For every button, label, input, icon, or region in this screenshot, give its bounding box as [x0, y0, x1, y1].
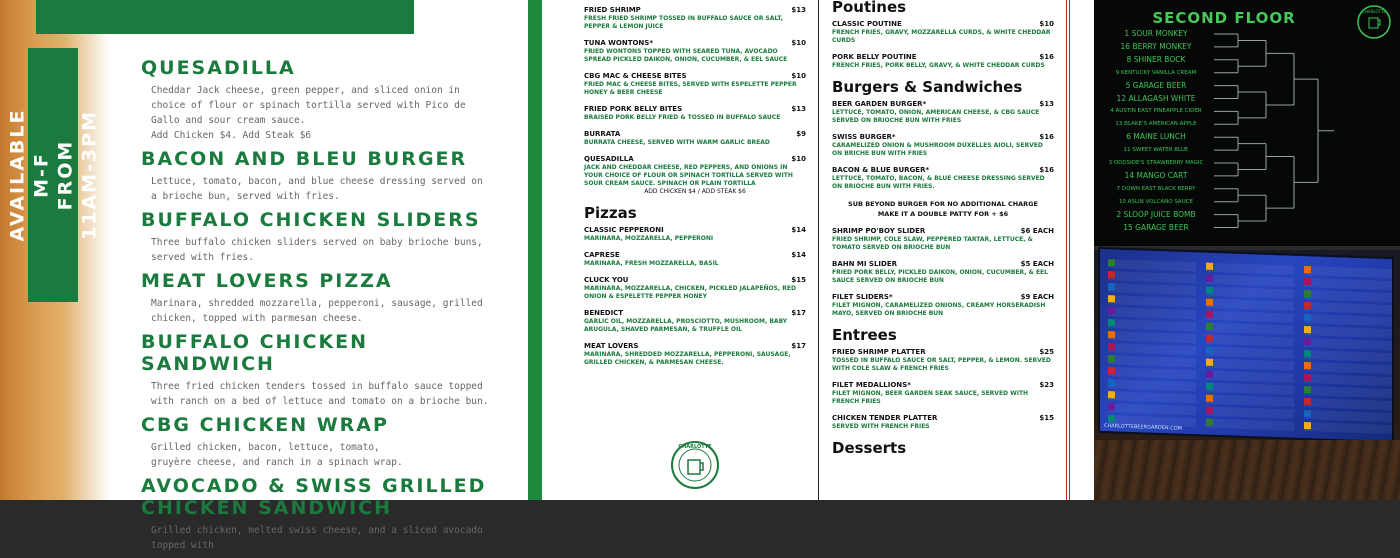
menu-item-name: CBG MAC & CHEESE BITES	[584, 72, 687, 80]
menu-item-header	[584, 342, 806, 351]
lunch-item-title: MEAT LOVERS PIZZA	[141, 270, 393, 292]
tv-list-row	[1108, 307, 1196, 319]
tv-list-row	[1108, 343, 1196, 355]
menu-section-title: Burgers & Sandwiches	[832, 78, 1023, 96]
menu-item-price: $13	[791, 105, 806, 113]
menu-item-description: LETTUCE, TOMATO, BACON, & BLUE CHEESE DRESSING SERVED ON BRIOCHE BUN WITH FRIES.	[832, 175, 1045, 190]
tv-list-row	[1206, 323, 1294, 335]
tv-list-row	[1206, 395, 1294, 407]
menu-item-price: $17	[791, 309, 806, 317]
menu-item-name: PORK BELLY POUTINE	[832, 53, 917, 61]
tv-row-swatch	[1304, 278, 1311, 285]
tv-list-row	[1108, 271, 1196, 283]
menu-item-price: $15	[791, 276, 806, 284]
lunch-menu-panel	[0, 0, 528, 551]
bracket-logo-text: CHARLOTTE	[1362, 9, 1386, 14]
menu-item	[832, 227, 1054, 252]
tv-list-row	[1206, 359, 1294, 371]
lunch-top-bar	[36, 0, 414, 34]
tv-row-swatch	[1206, 359, 1213, 366]
menu-item-name: FRIED SHRIMP	[584, 6, 641, 14]
tv-list-row	[1108, 379, 1196, 391]
tv-row-swatch	[1206, 335, 1213, 342]
logo-text: CHARLOTTE	[678, 444, 712, 450]
tv-row-swatch	[1304, 266, 1311, 273]
bracket-seed: 2 SLOOP JUICE BOMB	[1116, 209, 1196, 219]
menu-item-header	[584, 72, 806, 81]
bracket-seed: 15 GARAGE BEER	[1123, 222, 1189, 232]
tv-row-swatch	[1206, 407, 1213, 414]
menu-item	[584, 130, 806, 147]
tv-row-swatch	[1108, 379, 1115, 386]
menu-item-name: MEAT LOVERS	[584, 342, 639, 350]
lunch-item-title: AVOCADO & SWISS GRILLED CHICKEN SANDWICH	[141, 475, 487, 519]
menu-item-description: JACK AND CHEDDAR CHEESE, RED PEPPERS, AND ONIONS IN YOUR CHOICE OF FLOUR OR SPINACH TORTILLA SERVED WITH SOUR CREAM SAUCE. SPINACH OR PLAIN TORTILLA	[584, 164, 793, 187]
menu-item-description: MARINARA, FRESH MOZZARELLA, BASIL	[584, 260, 719, 267]
tv-row-swatch	[1206, 287, 1213, 294]
menu-item-header	[584, 130, 806, 139]
menu-item	[832, 381, 1054, 406]
tv-list-row	[1206, 419, 1294, 431]
tv-list-row	[1304, 314, 1392, 326]
tv-row-swatch	[1108, 259, 1115, 266]
menu-note: SUB BEYOND BURGER FOR NO ADDITIONAL CHARGE MAKE IT A DOUBLE PATTY FOR + $6	[848, 200, 1038, 218]
menu-item-price: $6 EACH	[1020, 227, 1054, 235]
lunch-item-title: BUFFALO CHICKEN SLIDERS	[141, 209, 481, 231]
beer-garden-logo	[670, 440, 720, 490]
menu-item-name: FILET MEDALLIONS*	[832, 381, 911, 389]
tv-list-row	[1304, 278, 1392, 290]
menu-item-price: $16	[1039, 166, 1054, 174]
menu-item	[584, 155, 806, 196]
menu-item	[584, 105, 806, 122]
menu-item-name: TUNA WONTONS*	[584, 39, 653, 47]
menu-item-price: $9 EACH	[1020, 293, 1054, 301]
tv-row-swatch	[1108, 295, 1115, 302]
menu-item	[584, 39, 806, 64]
menu-edge-stripe	[1066, 0, 1070, 500]
tv-row-swatch	[1108, 355, 1115, 362]
tv-row-swatch	[1108, 307, 1115, 314]
tv-row-swatch	[1108, 415, 1115, 422]
menu-item-description: FRIED MAC & CHEESE BITES, SERVED WITH ESPELETTE PEPPER HONEY & BEER CHEESE	[584, 81, 797, 96]
menu-item-name: CAPRESE	[584, 251, 620, 259]
menu-left-column	[584, 6, 806, 375]
tv-photo-panel	[1094, 250, 1400, 500]
tv-list-row	[1108, 367, 1196, 379]
lunch-item-description: Three fried chicken tenders tossed in buffalo sauce topped with ranch on a bed of lettuce and tomato on a brioche bun.	[151, 381, 489, 407]
menu-item-price: $5 EACH	[1020, 260, 1054, 268]
menu-item-price: $14	[791, 226, 806, 234]
tv-row-swatch	[1206, 275, 1213, 282]
tv-row-swatch	[1108, 391, 1115, 398]
menu-item-name: CLASSIC PEPPERONI	[584, 226, 664, 234]
tv-row-swatch	[1304, 290, 1311, 297]
tv-list-row	[1206, 263, 1294, 275]
menu-item-header	[832, 133, 1054, 142]
lunch-item-description: Three buffalo chicken sliders served on baby brioche buns, served with fries.	[151, 237, 483, 263]
tv-row-swatch	[1108, 367, 1115, 374]
tv-list-row	[1304, 386, 1392, 398]
menu-item-price: $10	[1039, 20, 1054, 28]
menu-item-header	[584, 39, 806, 48]
tv-row-swatch	[1206, 323, 1213, 330]
tv-list-row	[1206, 371, 1294, 383]
bracket-seed: 16 BERRY MONKEY	[1120, 41, 1192, 51]
tv-row-swatch	[1304, 398, 1311, 405]
menu-item-price: $15	[1039, 414, 1054, 422]
menu-item-name: SHRIMP PO'BOY SLIDER	[832, 227, 926, 235]
menu-item-header	[584, 105, 806, 114]
menu-item-price: $17	[791, 342, 806, 350]
menu-item-description: BRAISED PORK BELLY FRIED & TOSSED IN BUFFALO SAUCE	[584, 114, 781, 121]
tv-list-row	[1304, 326, 1392, 338]
menu-item	[832, 133, 1054, 158]
menu-item-price: $23	[1039, 381, 1054, 389]
menu-item-description: FILET MIGNON, CARAMELIZED ONIONS, CREAMY HORSERADISH MAYO, SERVED ON BRIOCHE BUN	[832, 302, 1046, 317]
tv-list-row	[1304, 398, 1392, 410]
menu-item-name: FRIED PORK BELLY BITES	[584, 105, 683, 113]
tv-row-swatch	[1108, 271, 1115, 278]
menu-item-header	[832, 348, 1054, 357]
tv-list-row	[1304, 338, 1392, 350]
menu-item	[584, 309, 806, 334]
menu-item-description: MARINARA, MOZZARELLA, PEPPERONI	[584, 235, 714, 242]
tv-list-row	[1304, 362, 1392, 374]
menu-item-price: $10	[791, 39, 806, 47]
tv-list-row	[1304, 302, 1392, 314]
tv-list-row	[1304, 422, 1392, 434]
tv-row-swatch	[1304, 350, 1311, 357]
menu-item	[584, 251, 806, 268]
menu-item-description: SERVED WITH FRENCH FRIES	[832, 423, 930, 430]
menu-item-header	[584, 6, 806, 15]
tv-url: CHARLOTTEBEERGARDEN.COM	[1104, 423, 1182, 432]
menu-item-description: MARINARA, SHREDDED MOZZARELLA, PEPPERONI, SAUSAGE, GRILLED CHICKEN, & PARMESAN CHEESE.	[584, 351, 791, 366]
tv-row-swatch	[1108, 331, 1115, 338]
menu-item-description: FRIED SHRIMP, COLE SLAW, PEPPERED TARTAR, LETTUCE, & TOMATO SERVED ON BRIOCHE BUN	[832, 236, 1033, 251]
menu-item-header	[832, 293, 1054, 302]
menu-item-description: MARINARA, MOZZARELLA, CHICKEN, PICKLED JALAPEÑOS, RED ONION & ESPELETTE PEPPER HONEY	[584, 285, 797, 300]
lunch-item-title: BACON AND BLEU BURGER	[141, 148, 468, 170]
tv-list-row	[1304, 410, 1392, 422]
menu-item-header	[832, 381, 1054, 390]
bracket-seed: 6 MAINE LUNCH	[1126, 132, 1186, 142]
tv-list-row	[1304, 350, 1392, 362]
menu-item-header	[584, 251, 806, 260]
menu-item-description: FRIED WONTONS TOPPED WITH SEARED TUNA, AVOCADO SPREAD PICKLED DAIKON, ONION, CUCUMBER, & EEL SAUCE	[584, 48, 788, 63]
menu-item-price: $10	[791, 72, 806, 80]
menu-item-header	[832, 414, 1054, 423]
menu-item-header	[584, 155, 806, 164]
bracket-seed: 7 DOWN EAST BLACK BERRY	[1116, 185, 1196, 192]
tv-row-swatch	[1206, 263, 1213, 270]
tv-row-swatch	[1304, 410, 1311, 417]
menu-section-title: Poutines	[832, 0, 907, 16]
tv-row-swatch	[1304, 314, 1311, 321]
tv-row-swatch	[1206, 299, 1213, 306]
menu-item-header	[832, 53, 1054, 62]
full-menu-panel	[570, 0, 1088, 500]
menu-item	[832, 293, 1054, 318]
tv-row-swatch	[1206, 383, 1213, 390]
lunch-item-title: BUFFALO CHICKEN SANDWICH	[141, 331, 369, 375]
wood-floor	[1094, 440, 1400, 500]
menu-item-name: BEER GARDEN BURGER*	[832, 100, 927, 108]
tv-list-row	[1206, 275, 1294, 287]
bracket-seed: 11 SWEET WATER BLUE	[1123, 147, 1189, 154]
tv-list-row	[1108, 355, 1196, 367]
tv-row-swatch	[1108, 403, 1115, 410]
lunch-item-description: Grilled chicken, bacon, lettuce, tomato, gruyère cheese, and ranch in a spinach wrap.	[151, 442, 403, 468]
menu-item-name: CLUCK YOU	[584, 276, 629, 284]
menu-item-price: $16	[1039, 53, 1054, 61]
menu-item	[584, 6, 806, 31]
bracket-seed: 4 AUSTIN EAST PINEAPPLE CIDER	[1110, 108, 1202, 115]
tv-row-swatch	[1206, 371, 1213, 378]
tv-row-swatch	[1108, 319, 1115, 326]
menu-section-title: Entrees	[832, 326, 897, 344]
tv-list-row	[1206, 347, 1294, 359]
tv-list-row	[1206, 287, 1294, 299]
availability-banner	[6, 48, 101, 302]
tv-list-row	[1304, 266, 1392, 278]
bracket-title: SECOND FLOOR	[1152, 9, 1296, 27]
menu-item-name: CHICKEN TENDER PLATTER	[832, 414, 938, 422]
tv-row-swatch	[1206, 395, 1213, 402]
menu-item	[584, 276, 806, 301]
bracket-seed: 1 SOUR MONKEY	[1124, 29, 1188, 38]
bracket-seed: 12 ALLAGASH WHITE	[1116, 93, 1196, 103]
menu-item-price: $16	[1039, 133, 1054, 141]
tv-row-swatch	[1206, 347, 1213, 354]
menu-item-header	[832, 227, 1054, 236]
bracket-seed: 10 ASLIN VOLCANO SAUCE	[1118, 198, 1194, 205]
menu-item	[832, 100, 1054, 125]
menu-column-divider	[818, 0, 819, 500]
menu-item-description: FRIED PORK BELLY, PICKLED DAIKON, ONION, CUCUMBER, & EEL SAUCE SERVED ON BRIOCHE BUN	[832, 269, 1048, 284]
menu-item-name: QUESADILLA	[584, 155, 634, 163]
bracket-seed: 3 ODDSIDE'S STRAWBERRY MAGIC	[1108, 160, 1204, 166]
menu-section-title: Pizzas	[584, 204, 637, 222]
menu-item-description: LETTUCE, TOMATO, ONION, AMERICAN CHEESE, & CBG SAUCE SERVED ON BRIOCHE BUN WITH FRIES	[832, 109, 1040, 124]
tv-row-swatch	[1304, 326, 1311, 333]
menu-item-addon: ADD CHICKEN $4 / ADD STEAK $6	[644, 188, 746, 195]
bracket-logo	[1356, 4, 1392, 40]
menu-item-header	[832, 20, 1054, 29]
tv-list-row	[1304, 290, 1392, 302]
white-divider	[542, 0, 570, 500]
menu-item-description: FRENCH FRIES, PORK BELLY, GRAVY, & WHITE CHEDDAR CURDS	[832, 62, 1045, 69]
menu-item-description: CARAMELIZED ONION & MUSHROOM DUXELLES AIOLI, SERVED ON BRICHE BUN WITH FRIES	[832, 142, 1043, 157]
menu-right-column	[832, 0, 1054, 461]
menu-item-header	[832, 100, 1054, 109]
lunch-item-description: Cheddar Jack cheese, green pepper, and sliced onion in choice of flour or spinach tortilla served with Pico de Gallo and sour cream sauce. Add Chicken $4. Add Steak $6	[151, 85, 466, 141]
menu-item-header	[584, 226, 806, 235]
tv-list-row	[1206, 299, 1294, 311]
menu-item-header	[584, 276, 806, 285]
menu-item-name: CLASSIC POUTINE	[832, 20, 902, 28]
lunch-items-list	[141, 57, 491, 558]
tv-row-swatch	[1304, 386, 1311, 393]
menu-section-title: Desserts	[832, 439, 907, 457]
lunch-item-description: Lettuce, tomato, bacon, and blue cheese dressing served on a brioche bun, served with fries.	[151, 176, 483, 202]
menu-item-name: BACON & BLUE BURGER*	[832, 166, 930, 174]
menu-item	[832, 166, 1054, 191]
tv-row-swatch	[1108, 283, 1115, 290]
tv-row-swatch	[1304, 302, 1311, 309]
tv-list-row	[1206, 407, 1294, 419]
menu-item-description: FRESH FRIED SHRIMP TOSSED IN BUFFALO SAUCE OR SALT, PEPPER & LEMON JUICE	[584, 15, 783, 30]
menu-item-name: FILET SLIDERS*	[832, 293, 893, 301]
bracket-seed: 5 GARAGE BEER	[1125, 80, 1187, 90]
tv-row-swatch	[1304, 422, 1311, 429]
tv-list-row	[1206, 335, 1294, 347]
menu-item-price: $9	[796, 130, 806, 138]
menu-item-name: SWISS BURGER*	[832, 133, 896, 141]
tv-list-row	[1108, 331, 1196, 343]
bracket-seed: 8 SHINER BOCK	[1126, 54, 1186, 64]
lunch-item-title: QUESADILLA	[141, 57, 296, 79]
menu-item	[584, 72, 806, 97]
bracket-seed: 13 BLAKE'S AMERICAN APPLE	[1115, 121, 1197, 128]
tv-row-swatch	[1304, 362, 1311, 369]
menu-item	[832, 20, 1054, 45]
menu-item	[584, 342, 806, 367]
menu-item-price: $13	[791, 6, 806, 14]
tv-row-swatch	[1304, 338, 1311, 345]
menu-item-price: $13	[1039, 100, 1054, 108]
menu-item-price: $25	[1039, 348, 1054, 356]
lunch-item-description: Grilled chicken, melted swiss cheese, and a sliced avocado topped with	[151, 525, 483, 551]
tv-row-swatch	[1206, 419, 1213, 426]
menu-item-header	[832, 166, 1054, 175]
tv-row-swatch	[1108, 343, 1115, 350]
availability-text: AVAILABLE M-F FROM 11AM-3PM	[6, 108, 101, 242]
menu-item-header	[584, 309, 806, 318]
menu-item-description: TOSSED IN BUFFALO SAUCE OR SALT, PEPPER, & LEMON. SERVED WITH COLE SLAW & FRENCH FRIES	[832, 357, 1051, 372]
tv-list-row	[1206, 311, 1294, 323]
bracket-seed: 9 KENTUCKY VANILLA CREAM	[1115, 69, 1197, 76]
menu-item-name: FRIED SHRIMP PLATTER	[832, 348, 926, 356]
menu-item-price: $14	[791, 251, 806, 259]
tv-list-row	[1108, 391, 1196, 403]
menu-item-description: FRENCH FRIES, GRAVY, MOZZARELLA CURDS, & WHITE CHEDDAR CURDS	[832, 29, 1051, 44]
menu-item	[832, 53, 1054, 70]
bracket-seed: 14 MANGO CART	[1124, 170, 1188, 180]
tv-list-row	[1108, 319, 1196, 331]
tv-list-row	[1108, 295, 1196, 307]
tv-list-row	[1206, 383, 1294, 395]
menu-item-name: BENEDICT	[584, 309, 624, 317]
menu-item-description: BURRATA CHEESE, SERVED WITH WARM GARLIC BREAD	[584, 139, 770, 146]
menu-item	[832, 260, 1054, 285]
tv-list-row	[1108, 259, 1196, 271]
lunch-item-title: CBG CHICKEN WRAP	[141, 414, 389, 436]
tv-screen	[1098, 247, 1394, 443]
menu-item	[584, 226, 806, 243]
tv-row-swatch	[1304, 374, 1311, 381]
green-divider	[528, 0, 542, 500]
menu-item-description: FILET MIGNON, BEER GARDEN SEAK SAUCE, SERVED WITH FRENCH FRIES	[832, 390, 1029, 405]
menu-item-name: BAHN MI SLIDER	[832, 260, 898, 268]
menu-item	[832, 348, 1054, 373]
menu-item-price: $10	[791, 155, 806, 163]
tv-list-row	[1304, 374, 1392, 386]
lunch-item-description: Marinara, shredded mozzarella, pepperoni, sausage, grilled chicken, topped with parmesan cheese.	[151, 298, 483, 324]
tv-list-row	[1108, 403, 1196, 415]
menu-item-header	[832, 260, 1054, 269]
menu-item-description: GARLIC OIL, MOZZARELLA, PROSCIOTTO, MUSHROOM, BABY ARUGULA, SHAVED PARMESAN, & TRUFFLE OIL	[584, 318, 788, 333]
bracket-panel	[1094, 0, 1400, 246]
tv-row-swatch	[1206, 311, 1213, 318]
menu-item	[832, 414, 1054, 431]
menu-item-name: BURRATA	[584, 130, 621, 138]
tv-list-row	[1108, 283, 1196, 295]
